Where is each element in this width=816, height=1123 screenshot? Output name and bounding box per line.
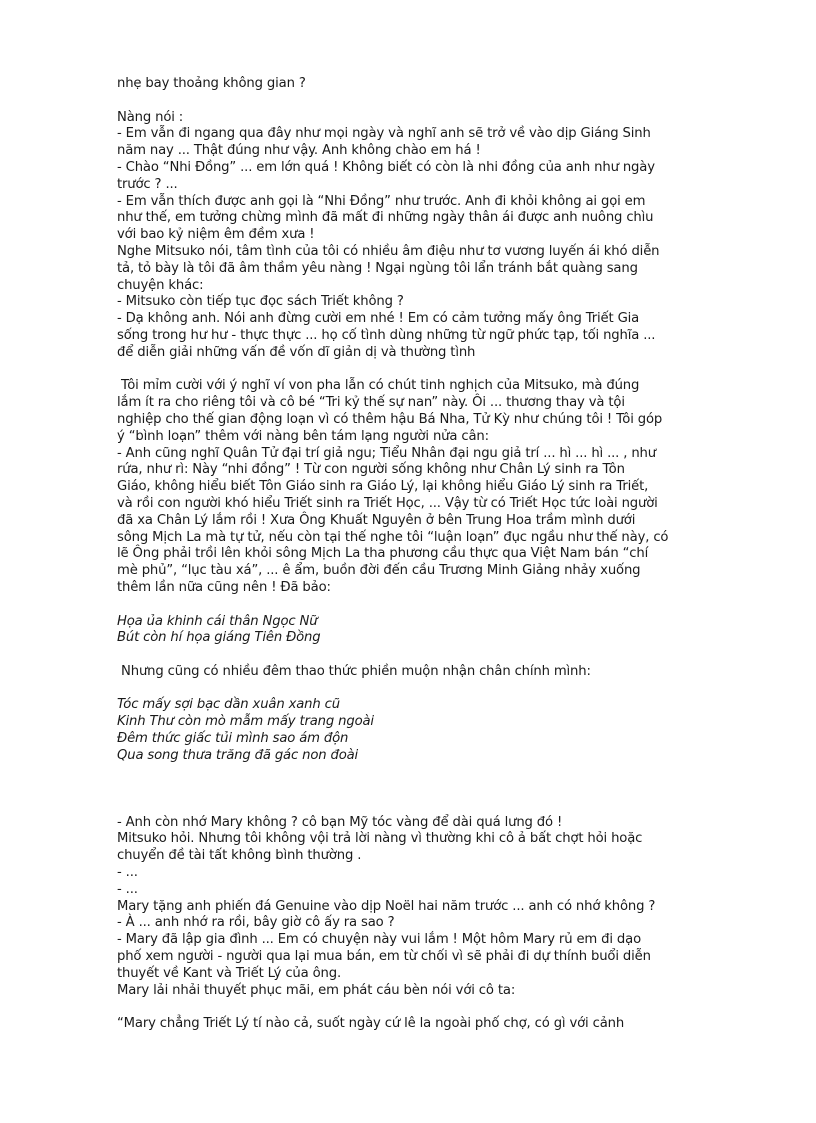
text-line: như thế, em tưởng chừng mình đã mất đi những ngày thân ái được anh nuông chìu: [117, 210, 654, 226]
text-line: sống trong hư hư - thực thực ... họ cố tình dùng những từ ngữ phức tạp, tối nghĩa ...: [117, 327, 656, 343]
text-line: Nghe Mitsuko nói, tâm tình của tôi có nhiều âm điệu như tơ vương luyến ái khó diễn: [117, 243, 660, 259]
text-line: và rồi con người khó hiểu Triết sinh ra Triết Học, ... Vậy từ có Triết Học tức loài người: [117, 495, 658, 511]
text-line: chuyện khác:: [117, 277, 204, 293]
text-line: - Em vẫn đi ngang qua đây như mọi ngày và nghĩ anh sẽ trở về vào dịp Giáng Sinh: [117, 126, 651, 142]
text-line: thêm lần nữa cũng nên ! Đã bảo:: [117, 579, 331, 595]
text-line: - Em vẫn thích được anh gọi là “Nhi Đồng” như trước. Anh đi khỏi không ai gọi em: [117, 193, 646, 209]
text-line: trước ? ...: [117, 176, 178, 192]
text-line: rứa, như rì: Này “nhi đồng” ! Từ con người sống không như Chân Lý sinh ra Tôn: [117, 462, 625, 478]
poem-1: [117, 614, 737, 648]
paragraph-block-1: [117, 76, 737, 597]
text-line: Nàng nói :: [117, 109, 184, 125]
text-line: - Chào “Nhi Đồng” ... em lớn quá ! Không biết có còn là nhi đồng của anh như ngày: [117, 159, 655, 175]
text-line: ý “bình loạn” thêm với nàng bên tám lạng người nửa cân:: [117, 428, 489, 444]
poem-line: Tóc mấy sợi bạc dần xuân xanh cũ: [117, 697, 340, 713]
text-line: Mitsuko hỏi. Nhưng tôi không vội trả lời nàng vì thường khi cô ả bất chợt hỏi hoặc: [117, 831, 643, 847]
text-line: “Mary chẳng Triết Lý tí nào cả, suốt ngày cứ lê la ngoài phố chợ, có gì với cảnh: [117, 1016, 625, 1032]
poem-line: Qua song thưa trăng đã gác non đoài: [117, 747, 359, 763]
poem-2: [117, 697, 737, 764]
text-line: Giáo, không hiểu biết Tôn Giáo sinh ra Giáo Lý, lại không hiểu Giáo Lý sinh ra Triết,: [117, 479, 649, 495]
text-line: Tôi mỉm cười với ý nghĩ ví von pha lẫn có chút tinh nghịch của Mitsuko, mà đúng: [117, 378, 640, 394]
text-line: năm nay ... Thật đúng như vậy. Anh không chào em há !: [117, 143, 481, 159]
text-line: - ...: [117, 881, 138, 897]
paragraph-block-2: [117, 815, 737, 1033]
poem-line: Bút còn hí họa giáng Tiên Đồng: [117, 630, 321, 646]
poem-line: Họa ủa khinh cái thân Ngọc Nữ: [117, 613, 318, 629]
text-line: - Anh còn nhớ Mary không ? cô bạn Mỹ tóc vàng để dài quá lưng đó !: [117, 814, 563, 830]
text-line: Nhưng cũng có nhiều đêm thao thức phiền muộn nhận chân chính mình:: [117, 663, 591, 679]
poem-line: Đêm thức giấc tủi mình sao ám độn: [117, 731, 349, 747]
text-line: nghiệp cho thế gian động loạn vì có thêm hậu Bá Nha, Tử Kỳ như chúng tôi ! Tôi góp: [117, 411, 663, 427]
text-line: chuyển đề tài tất không bình thường .: [117, 848, 362, 864]
text-line: - Dạ không anh. Nói anh đừng cười em nhé ! Em có cảm tưởng mấy ông Triết Gia: [117, 311, 640, 327]
text-line: thuyết về Kant và Triết Lý của ông.: [117, 965, 342, 981]
text-line: với bao kỷ niệm êm đềm xưa !: [117, 227, 315, 243]
text-line: đã xa Chân Lý lắm rồi ! Xưa Ông Khuất Nguyên ở bên Trung Hoa trầm mình dưới: [117, 512, 636, 528]
poem-line: Kinh Thư còn mò mẫm mấy trang ngoài: [117, 714, 374, 730]
text-line: mè phủ”, “lục tàu xá”, ... ê ẩm, buồn đời đến cầu Trương Minh Giảng nhảy xuống: [117, 563, 641, 579]
text-line: - Mary đã lập gia đình ... Em có chuyện này vui lắm ! Một hôm Mary rủ em đi dạo: [117, 932, 642, 948]
text-line: - Anh cũng nghĩ Quân Tử đại trí giả ngu; Tiểu Nhân đại ngu giả trí ... hì ... hì ... , như: [117, 445, 656, 461]
text-line: phố xem người - người qua lại mua bán, em từ chối vì sẽ phải đi dự thính buổi diễn: [117, 949, 651, 965]
text-line: Mary lải nhải thuyết phục mãi, em phát cáu bèn nói với cô ta:: [117, 982, 516, 998]
text-line: lắm ít ra cho riêng tôi và cô bé “Tri kỷ thế sự nan” này. Ôi ... thương thay và tội: [117, 395, 625, 411]
text-line: Mary tặng anh phiến đá Genuine vào dịp Noël hai năm trước ... anh có nhớ không ?: [117, 898, 656, 914]
text-line: - ...: [117, 865, 138, 881]
text-line: - Mitsuko còn tiếp tục đọc sách Triết không ?: [117, 294, 404, 310]
text-line: tả, tỏ bày là tôi đã âm thầm yêu nàng ! Ngại ngùng tôi lẩn tránh bắt quàng sang: [117, 260, 638, 276]
text-line: - À ... anh nhớ ra rồi, bây giờ cô ấy ra sao ?: [117, 915, 395, 931]
document-page: [117, 76, 737, 1033]
text-line: để diễn giải những vấn đề vốn dĩ giản dị và thường tình: [117, 344, 476, 360]
text-line: sông Mịch La mà tự tử, nếu còn tại thế nghe tôi “luận loạn” đục ngầu như thế này, có: [117, 529, 669, 545]
text-line: nhẹ bay thoảng không gian ?: [117, 76, 306, 91]
text-line: lẽ Ông phải trồi lên khỏi sông Mịch La tha phương cầu thực qua Việt Nam bán “chí: [117, 546, 649, 562]
